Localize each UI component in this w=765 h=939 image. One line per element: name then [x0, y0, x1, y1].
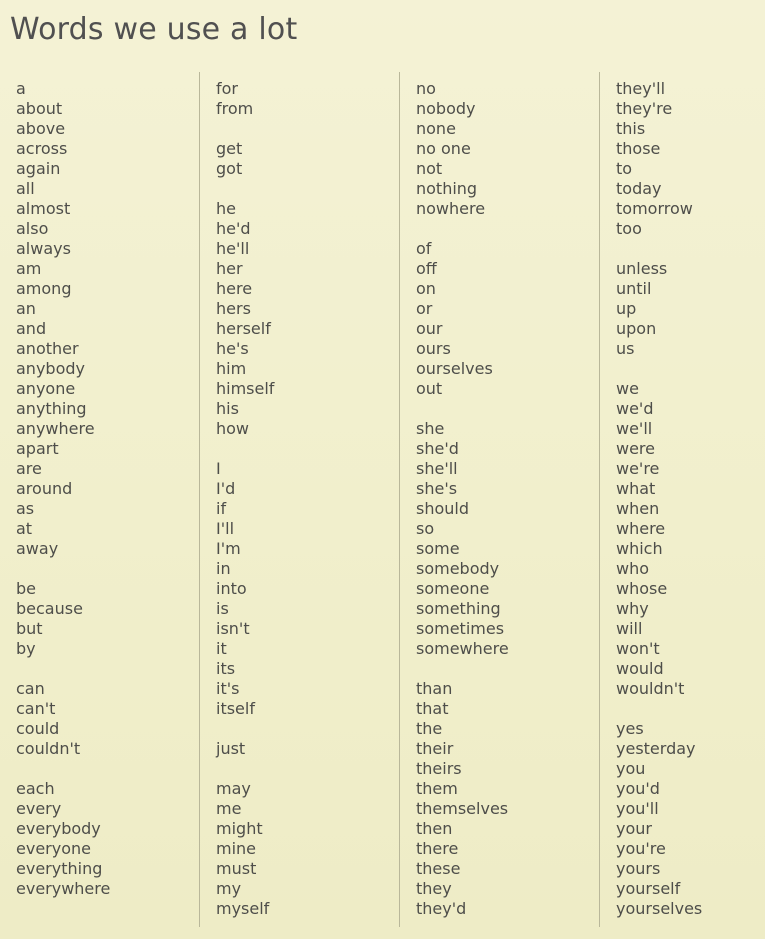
word-item: we're — [616, 459, 660, 478]
word-item: she'd — [416, 439, 459, 458]
word-item: out — [416, 379, 443, 398]
word-item: again — [16, 159, 61, 178]
word-item: where — [616, 519, 666, 538]
word-item: so — [416, 519, 435, 538]
word-item: will — [616, 619, 643, 638]
word-item: somewhere — [416, 639, 509, 658]
word-item: those — [616, 139, 661, 158]
word-item: you'd — [616, 779, 660, 798]
group-spacer — [616, 359, 765, 379]
word-item: an — [16, 299, 36, 318]
word-item: too — [616, 219, 642, 238]
column-divider — [199, 72, 200, 927]
word-item: or — [416, 299, 433, 318]
word-item: above — [16, 119, 66, 138]
word-item: who — [616, 559, 650, 578]
word-item: someone — [416, 579, 490, 598]
word-item: I'm — [216, 539, 241, 558]
group-spacer — [16, 659, 206, 679]
word-item: anybody — [16, 359, 85, 378]
word-item: anyone — [16, 379, 76, 398]
group-spacer — [16, 759, 206, 779]
page-title: Words we use a lot — [10, 12, 298, 47]
word-item: himself — [216, 379, 275, 398]
word-item: could — [16, 719, 60, 738]
word-item: he — [216, 199, 236, 218]
word-item: she's — [416, 479, 458, 498]
word-item: themselves — [416, 799, 509, 818]
word-item: him — [216, 359, 247, 378]
word-item: yesterday — [616, 739, 696, 758]
word-item: from — [216, 99, 254, 118]
word-item: everywhere — [16, 879, 111, 898]
word-item: sometimes — [416, 619, 505, 638]
word-item: off — [416, 259, 437, 278]
column-divider — [399, 72, 400, 927]
word-item: your — [616, 819, 652, 838]
word-item: they'll — [616, 79, 666, 98]
word-column-4 — [616, 79, 765, 919]
word-item: he's — [216, 339, 249, 358]
word-item: whose — [616, 579, 668, 598]
word-item: of — [416, 239, 432, 258]
word-item: can't — [16, 699, 56, 718]
word-item: my — [216, 879, 242, 898]
word-item: it's — [216, 679, 240, 698]
word-item: a — [16, 79, 26, 98]
word-item: everything — [16, 859, 103, 878]
word-column-3 — [416, 79, 606, 919]
word-item: they — [416, 879, 452, 898]
word-item: not — [416, 159, 443, 178]
word-item: her — [216, 259, 243, 278]
word-item: myself — [216, 899, 270, 918]
word-item: yours — [616, 859, 661, 878]
word-item: which — [616, 539, 663, 558]
word-item: somebody — [416, 559, 500, 578]
word-item: and — [16, 319, 47, 338]
word-column-1 — [16, 79, 206, 899]
word-item: be — [16, 579, 36, 598]
group-spacer — [216, 179, 406, 199]
word-columns — [0, 79, 765, 929]
word-item: their — [416, 739, 454, 758]
word-item: everyone — [16, 839, 91, 858]
word-item: the — [416, 719, 443, 738]
group-spacer — [416, 399, 606, 419]
word-item: these — [416, 859, 461, 878]
word-item: upon — [616, 319, 657, 338]
word-item: why — [616, 599, 649, 618]
word-item: I — [216, 459, 221, 478]
word-item: me — [216, 799, 242, 818]
word-item: anywhere — [16, 419, 95, 438]
word-item: mine — [216, 839, 257, 858]
word-item: because — [16, 599, 83, 618]
word-item: here — [216, 279, 253, 298]
word-item: its — [216, 659, 236, 678]
word-item: they'd — [416, 899, 467, 918]
word-item: are — [16, 459, 42, 478]
word-item: herself — [216, 319, 271, 338]
word-item: nobody — [416, 99, 476, 118]
word-item: no — [416, 79, 436, 98]
word-item: none — [416, 119, 456, 138]
word-item: today — [616, 179, 662, 198]
word-item: as — [16, 499, 35, 518]
column-divider — [599, 72, 600, 927]
word-item: I'll — [216, 519, 235, 538]
word-item: away — [16, 539, 59, 558]
word-item: in — [216, 559, 231, 578]
word-item: our — [416, 319, 443, 338]
word-item: into — [216, 579, 247, 598]
word-item: hers — [216, 299, 251, 318]
word-item: another — [16, 339, 79, 358]
word-item: theirs — [416, 759, 462, 778]
word-item: can — [16, 679, 45, 698]
word-item: get — [216, 139, 243, 158]
word-item: won't — [616, 639, 660, 658]
word-item: everybody — [16, 819, 101, 838]
word-item: ourselves — [416, 359, 493, 378]
group-spacer — [216, 439, 406, 459]
word-item: must — [216, 859, 257, 878]
word-item: am — [16, 259, 42, 278]
word-item: isn't — [216, 619, 250, 638]
word-item: you're — [616, 839, 666, 858]
word-item: on — [416, 279, 436, 298]
word-item: than — [416, 679, 453, 698]
word-item: unless — [616, 259, 668, 278]
word-item: nowhere — [416, 199, 486, 218]
group-spacer — [216, 759, 406, 779]
word-column-2 — [216, 79, 406, 919]
word-item: something — [416, 599, 501, 618]
word-item: to — [616, 159, 633, 178]
word-item: she — [416, 419, 445, 438]
word-item: anything — [16, 399, 87, 418]
word-item: at — [16, 519, 33, 538]
word-item: you'll — [616, 799, 659, 818]
word-item: what — [616, 479, 656, 498]
word-item: about — [16, 99, 63, 118]
word-item: wouldn't — [616, 679, 685, 698]
word-item: until — [616, 279, 652, 298]
word-item: just — [216, 739, 246, 758]
word-item: I'd — [216, 479, 236, 498]
word-item: when — [616, 499, 660, 518]
word-item: every — [16, 799, 62, 818]
word-item: up — [616, 299, 637, 318]
word-item: would — [616, 659, 664, 678]
word-item: apart — [16, 439, 59, 458]
word-item: is — [216, 599, 229, 618]
word-item: yourselves — [616, 899, 703, 918]
word-item: he'd — [216, 219, 251, 238]
word-item: yourself — [616, 879, 681, 898]
word-item: we — [616, 379, 639, 398]
word-item: then — [416, 819, 453, 838]
word-item: tomorrow — [616, 199, 693, 218]
word-item: this — [616, 119, 646, 138]
group-spacer — [616, 239, 765, 259]
word-item: around — [16, 479, 73, 498]
word-item: also — [16, 219, 49, 238]
word-item: among — [16, 279, 72, 298]
word-item: almost — [16, 199, 71, 218]
word-item: for — [216, 79, 238, 98]
group-spacer — [616, 699, 765, 719]
word-item: us — [616, 339, 635, 358]
group-spacer — [216, 119, 406, 139]
group-spacer — [16, 559, 206, 579]
group-spacer — [416, 219, 606, 239]
word-item: if — [216, 499, 227, 518]
word-item: some — [416, 539, 460, 558]
word-item: each — [16, 779, 55, 798]
word-item: across — [16, 139, 68, 158]
word-item: we'll — [616, 419, 653, 438]
word-item: may — [216, 779, 251, 798]
word-item: itself — [216, 699, 255, 718]
word-item: all — [16, 179, 35, 198]
word-item: they're — [616, 99, 673, 118]
word-item: how — [216, 419, 250, 438]
word-item: got — [216, 159, 243, 178]
word-item: couldn't — [16, 739, 81, 758]
word-item: nothing — [416, 179, 478, 198]
word-item: might — [216, 819, 263, 838]
group-spacer — [216, 719, 406, 739]
word-item: were — [616, 439, 655, 458]
word-item: by — [16, 639, 36, 658]
word-item: his — [216, 399, 239, 418]
word-item: but — [16, 619, 43, 638]
word-item: it — [216, 639, 227, 658]
word-item: them — [416, 779, 458, 798]
word-item: there — [416, 839, 459, 858]
word-item: no one — [416, 139, 471, 158]
word-item: that — [416, 699, 449, 718]
word-item: always — [16, 239, 71, 258]
word-item: yes — [616, 719, 644, 738]
word-item: ours — [416, 339, 451, 358]
group-spacer — [416, 659, 606, 679]
word-item: he'll — [216, 239, 250, 258]
word-item: you — [616, 759, 646, 778]
word-item: we'd — [616, 399, 654, 418]
word-item: she'll — [416, 459, 458, 478]
word-item: should — [416, 499, 470, 518]
